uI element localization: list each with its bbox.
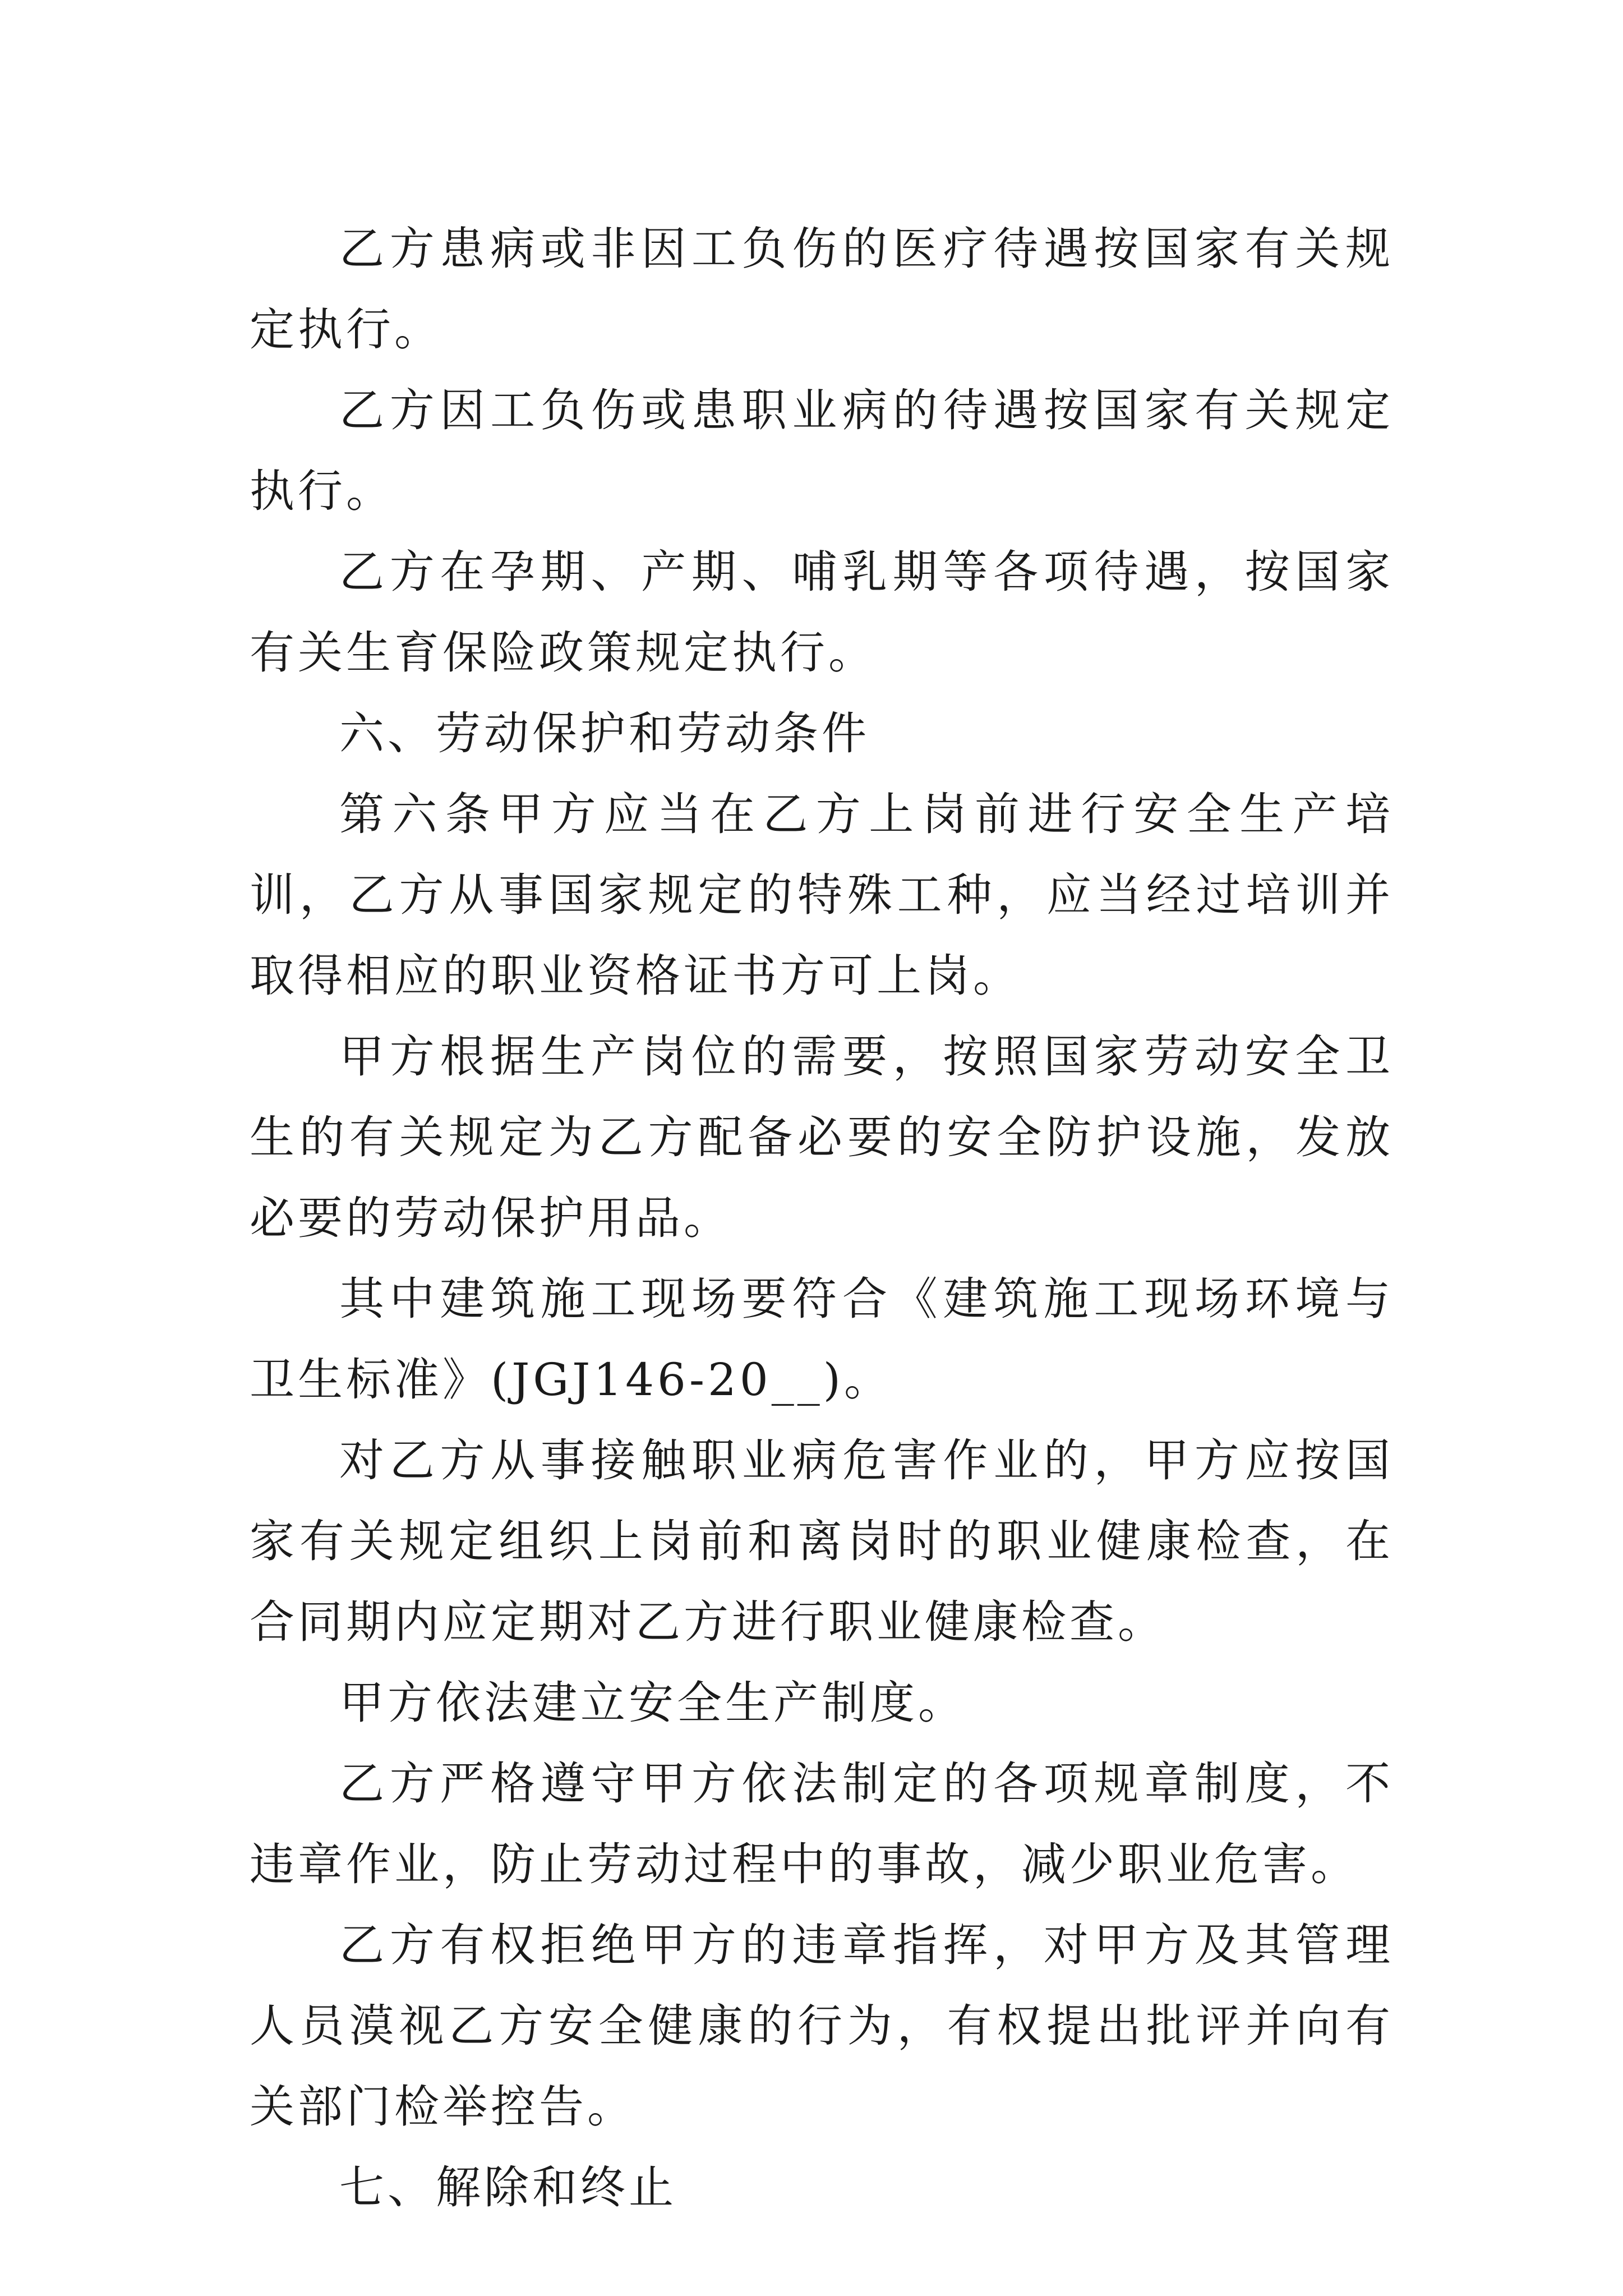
document-body	[250, 209, 1394, 2228]
paragraph-right-to-refuse: 乙方有权拒绝甲方的违章指挥，对甲方及其管理人员漠视乙方安全健康的行为，有权提出批评并向有关部门检举控告。	[250, 1919, 1394, 2133]
paragraph-article-six-training: 第六条甲方应当在乙方上岗前进行安全生产培训，乙方从事国家规定的特殊工种，应当经过培训并取得相应的职业资格证书方可上岗。	[250, 788, 1394, 1002]
paragraph-maternity: 乙方在孕期、产期、哺乳期等各项待遇，按国家有关生育保险政策规定执行。	[250, 546, 1394, 679]
paragraph-medical-treatment: 乙方患病或非因工负伤的医疗待遇按国家有关规定执行。	[250, 223, 1394, 356]
section-heading-termination: 七、解除和终止	[339, 2161, 677, 2214]
paragraph-health-check: 对乙方从事接触职业病危害作业的，甲方应按国家有关规定组织上岗前和离岗时的职业健康检查，在合同期内应定期对乙方进行职业健康检查。	[250, 1434, 1394, 1648]
paragraph-work-injury: 乙方因工负伤或患职业病的待遇按国家有关规定执行。	[250, 384, 1394, 517]
paragraph-construction-standard: 其中建筑施工现场要符合《建筑施工现场环境与卫生标准》(JGJ146-20__)。	[250, 1273, 1394, 1406]
paragraph-compliance: 乙方严格遵守甲方依法制定的各项规章制度，不违章作业，防止劳动过程中的事故，减少职业危害。	[250, 1757, 1394, 1890]
paragraph-safety-system: 甲方依法建立安全生产制度。	[339, 1677, 966, 1729]
section-heading-labor-protection: 六、劳动保护和劳动条件	[339, 707, 870, 760]
paragraph-protective-equipment: 甲方根据生产岗位的需要，按照国家劳动安全卫生的有关规定为乙方配备必要的安全防护设施，发放必要的劳动保护用品。	[250, 1030, 1394, 1244]
